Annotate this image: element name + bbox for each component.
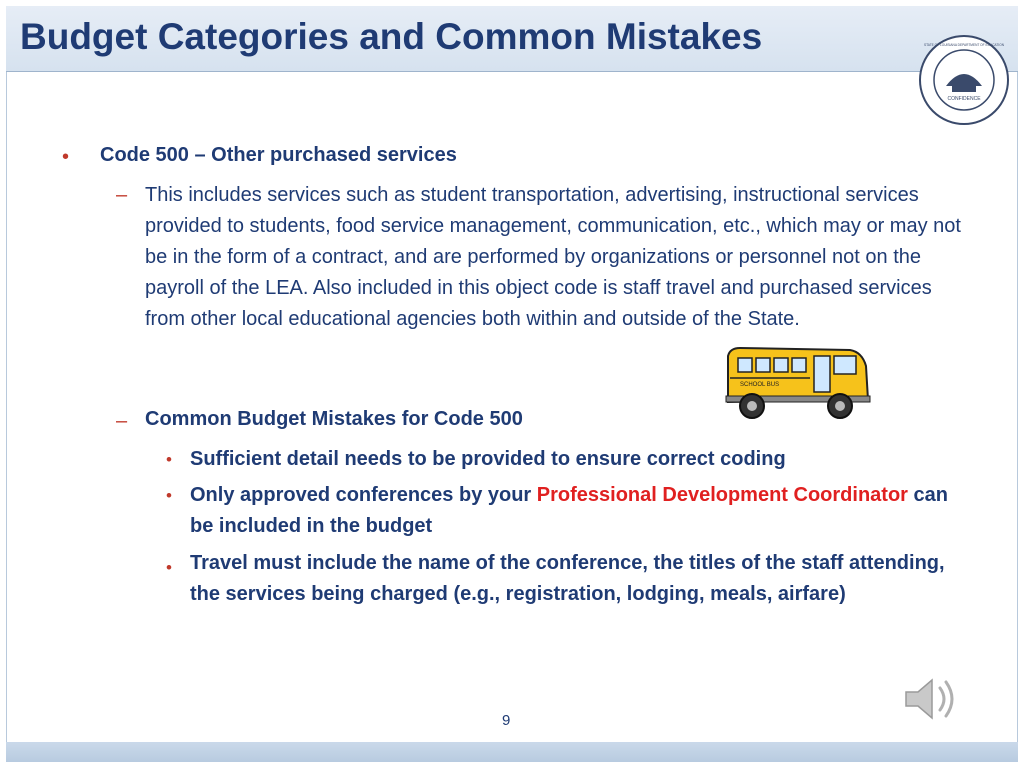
conferences-text-start: Only approved conferences by your — [190, 484, 537, 506]
bullet-marker: • — [166, 450, 172, 469]
svg-text:CONFIDENCE: CONFIDENCE — [947, 96, 981, 102]
code-500-heading: Code 500 – Other purchased services — [100, 144, 457, 166]
footer-bar — [6, 742, 1018, 762]
dash-marker: – — [116, 184, 128, 206]
bus-label: SCHOOL BUS — [740, 382, 780, 388]
bullet-marker: • — [166, 558, 172, 577]
page-number: 9 — [502, 712, 511, 729]
state-seal-icon — [918, 34, 1010, 126]
title-bar — [6, 6, 1018, 72]
mistake-item-detail: Sufficient detail needs to be provided to ensure correct coding — [190, 448, 786, 470]
bullet-marker: • — [166, 486, 172, 505]
conferences-text-end: can be included in the budget — [190, 484, 948, 537]
mistake-item-conferences — [190, 480, 960, 542]
dash-marker: – — [116, 410, 128, 432]
common-mistakes-heading: Common Budget Mistakes for Code 500 — [145, 408, 523, 430]
bullet-marker: • — [62, 146, 70, 168]
speaker-icon[interactable] — [902, 676, 962, 722]
code-500-description: This includes services such as student transportation, advertising, instructional services provided to students, food service management, communication, etc., which may or may not be in the form of a contract, and are performed by organizations or personnel not on the payroll of the LEA. Also included in this object code is staff travel and purchased services from other local educational agencies both within and outside of the State. — [145, 184, 961, 330]
pd-coordinator-highlight: Professional Development Coordinator — [536, 484, 908, 506]
page-title: Budget Categories and Common Mistakes — [20, 16, 763, 57]
mistake-item-travel: Travel must include the name of the conference, the titles of the staff attending, the services being charged (e.g., registration, lodging, meals, airfare) — [190, 552, 945, 605]
seal-text: STATE OF LOUISIANA DEPARTMENT OF EDUCATION — [923, 43, 1005, 47]
school-bus-icon — [722, 344, 872, 422]
